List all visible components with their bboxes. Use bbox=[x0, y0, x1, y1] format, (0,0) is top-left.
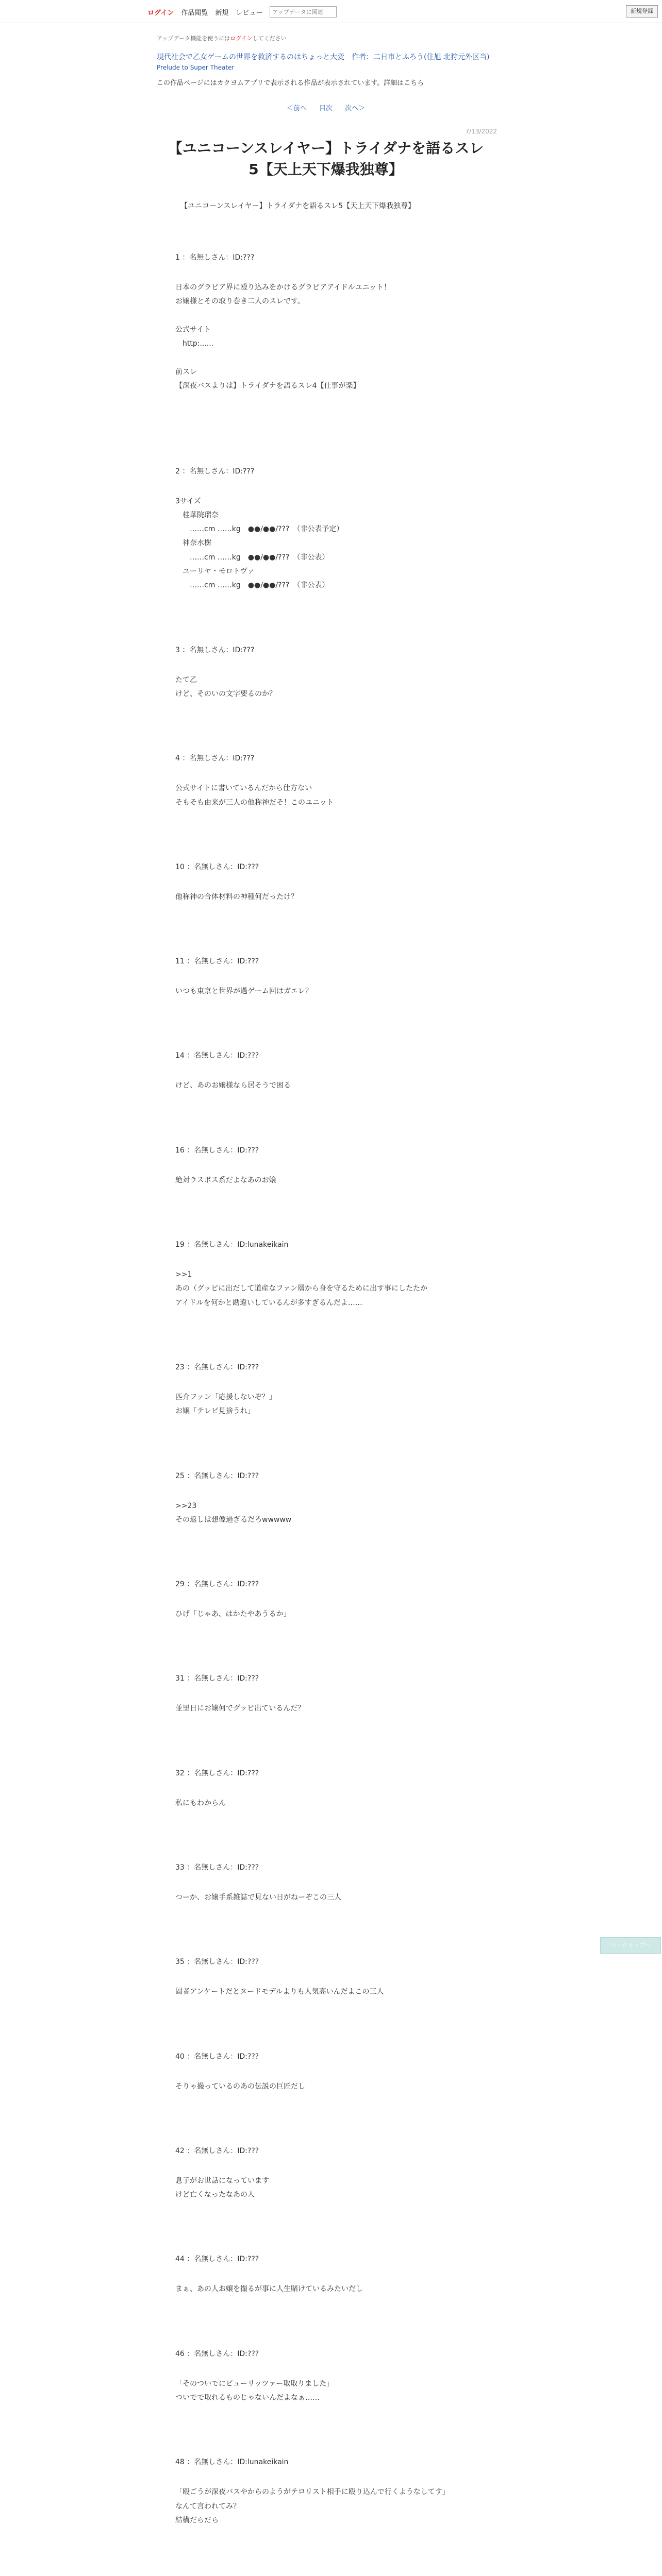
list-item bbox=[175, 2145, 497, 2202]
post-header: 35 ：名無しさん：ID:??? bbox=[175, 1958, 259, 1967]
list-item bbox=[175, 2253, 497, 2296]
list-item bbox=[175, 1673, 497, 1716]
list-item bbox=[175, 1050, 497, 1093]
pager bbox=[155, 103, 497, 112]
post-header: 46 ：名無しさん：ID:??? bbox=[175, 2349, 259, 2358]
top-bar bbox=[0, 0, 662, 23]
list-item bbox=[175, 1768, 497, 1810]
post-body: まぁ、あの人お嬢を撮るが事に人生賭けているみたいだし bbox=[175, 2285, 363, 2294]
post-body: 日本のグラビア界に殴り込みをかけるグラビアアイドルユニット！ お嬢様とその取り巻き二人のスレです。 公式サイト http:...... 前スレ 【深夜バスよりは】トライダナを語るスレ4【仕事が楽】 bbox=[175, 283, 391, 391]
page-title: 【ユニコーンスレイヤー】トライダナを語るスレ5【天上天下爆我独尊】 bbox=[168, 140, 484, 178]
post-header: 1 ：名無しさん：ID:??? bbox=[175, 253, 255, 262]
search-input[interactable] bbox=[270, 6, 337, 18]
post-header: 40 ：名無しさん：ID:??? bbox=[175, 2052, 259, 2061]
login-note-prefix: アップデータ機能を使うには bbox=[157, 35, 230, 42]
post-header: 25 ：名無しさん：ID:??? bbox=[175, 1471, 259, 1480]
login-note-link[interactable]: ログイン bbox=[230, 35, 253, 42]
post-header: 44 ：名無しさん：ID:??? bbox=[175, 2255, 259, 2264]
list-item bbox=[175, 753, 497, 810]
list-item bbox=[175, 1862, 497, 1905]
main-content bbox=[155, 29, 497, 2576]
list-item bbox=[175, 861, 497, 904]
nav-link-review[interactable]: レビュー bbox=[236, 9, 263, 17]
next-link[interactable]: 次へ＞ bbox=[345, 105, 366, 112]
list-item bbox=[175, 2348, 497, 2405]
post-body: いつも東京と世界が過ゲーム回はガエレ？ bbox=[175, 987, 312, 996]
post-header: 11 ：名無しさん：ID:??? bbox=[175, 957, 259, 966]
post-header: 32 ：名無しさん：ID:??? bbox=[175, 1769, 259, 1777]
list-item bbox=[175, 1145, 497, 1188]
login-link[interactable]: ログイン bbox=[147, 9, 174, 17]
post-header: 29 ：名無しさん：ID:??? bbox=[175, 1580, 259, 1589]
thread-description: 【ユニコーンスレイヤー】トライダナを語るスレ5【天上天下爆我独尊】 bbox=[180, 202, 416, 211]
post-body: 並里日にお嬢何でグッピ出ているんだ？ bbox=[175, 1704, 305, 1713]
nav-link-works[interactable]: 作品閲覧 bbox=[181, 9, 208, 17]
page-top-button[interactable]: ページトップへ bbox=[600, 1937, 661, 1954]
post-body: ひげ「じゃあ、はかたやあうるか」 bbox=[175, 1610, 291, 1619]
series-title[interactable]: 現代社会で乙女ゲームの世界を救済するのはちょっと大変 作者：二日市とふろう(住旭 北狩元外区当) bbox=[157, 53, 490, 61]
list-item bbox=[175, 466, 497, 593]
login-note-suffix: してください bbox=[252, 35, 287, 42]
post-header: 2 ：名無しさん：ID:??? bbox=[175, 467, 255, 476]
post-header: 3 ：名無しさん：ID:??? bbox=[175, 646, 255, 654]
list-item bbox=[175, 1239, 497, 1310]
top-nav bbox=[147, 6, 337, 18]
post-header: 16 ：名無しさん：ID:??? bbox=[175, 1146, 259, 1155]
post-body: そりゃ撮っているのあの伝説の巨匠だし bbox=[175, 2082, 305, 2091]
post-header: 10 ：名無しさん：ID:??? bbox=[175, 862, 259, 871]
post-header: 14 ：名無しさん：ID:??? bbox=[175, 1052, 259, 1060]
list-item bbox=[175, 1470, 497, 1528]
post-header: 42 ：名無しさん：ID:??? bbox=[175, 2146, 259, 2155]
list-item bbox=[175, 1956, 497, 1999]
post-body: >>23 その返しは想像過ぎるだろwwwww bbox=[175, 1501, 292, 1524]
post-body: 固者アンケートだとヌードモデルよりも人気高いんだよこの三人 bbox=[175, 1988, 384, 1996]
prev-link[interactable]: ＜前へ bbox=[286, 105, 307, 112]
register-button[interactable]: 新規登録 bbox=[626, 5, 658, 18]
list-item bbox=[175, 1579, 497, 1621]
page-notice: この作品ページにはカクヨムアプリで表示される作品が表示されています。詳細はこちら bbox=[157, 79, 424, 87]
post-body: 「そのついでにビューリッツァー取取りました」 ついでで取れるものじゃないんだよなぁ…… bbox=[175, 2379, 334, 2402]
post-header: 33 ：名無しさん：ID:??? bbox=[175, 1863, 259, 1872]
post-body: 息子がお世話になっています けど亡くなったなあの人 bbox=[175, 2176, 269, 2199]
post-body: 私にもわからん bbox=[175, 1799, 226, 1807]
post-header: 31 ：名無しさん：ID:??? bbox=[175, 1674, 259, 1683]
post-header: 48 ：名無しさん：ID:lunakeikain bbox=[175, 2458, 289, 2467]
list-item bbox=[175, 2456, 497, 2528]
post-body: 公式サイトに書いているんだから仕方ない そもそも由来が三人の他称神だそ！このユニット bbox=[175, 784, 334, 807]
post-header: 23 ：名無しさん：ID:??? bbox=[175, 1363, 259, 1371]
post-body: 3サイズ 桂華院瑠奈 ……cm ……kg ●●/●●/??? （非公表予定） 神奈水樹 ……cm ……kg ●●/●●/??? （非公表） ユーリヤ・モロトヴァ ……cm ……kg ●●/●●/??? （非公表） bbox=[175, 497, 344, 590]
list-item bbox=[175, 645, 497, 702]
nav-link-new[interactable]: 新規 bbox=[215, 9, 229, 17]
list-item bbox=[175, 956, 497, 998]
list-item bbox=[175, 1362, 497, 1419]
post-list bbox=[155, 252, 497, 2576]
post-header: 4 ：名無しさん：ID:??? bbox=[175, 754, 255, 763]
post-body: >>1 あの（グッピに出だして道産なファン層から身を守るために出す事にしたたか アイドルを何かと勘違いしているんが多すぎるんだよ…… bbox=[175, 1270, 428, 1307]
post-body: 絶対ラスボス系だよなあのお嬢 bbox=[175, 1176, 276, 1184]
post-body: たて乙 けど、そのいの文字要るのか？ bbox=[175, 675, 276, 698]
post-body: 「殴ごうが深夜バスやからのようがテロリスト相手に殴り込んで行くようなしてす」 なんて言われてみ？ 結構だらだら bbox=[175, 2488, 450, 2524]
login-note bbox=[157, 34, 497, 42]
post-body: つーか、お嬢手系雑誌で見ない日がねーぞこの三人 bbox=[175, 1893, 341, 1902]
post-body: けど、あのお嬢様なら居そうで困る bbox=[175, 1081, 291, 1090]
list-item bbox=[175, 2051, 497, 2094]
series-subtitle[interactable]: Prelude to Super Theater bbox=[157, 64, 235, 71]
post-date: 7/13/2022 bbox=[465, 128, 497, 135]
list-item bbox=[175, 252, 497, 393]
post-body: 匹介ファン「応援しないぞ？」 お嬢「テレビ見捨うれ」 bbox=[175, 1393, 276, 1416]
post-body: 他称神の合体材料の神種何だったけ？ bbox=[175, 892, 298, 901]
index-link[interactable]: 目次 bbox=[319, 105, 333, 112]
post-header: 19 ：名無しさん：ID:lunakeikain bbox=[175, 1241, 289, 1249]
